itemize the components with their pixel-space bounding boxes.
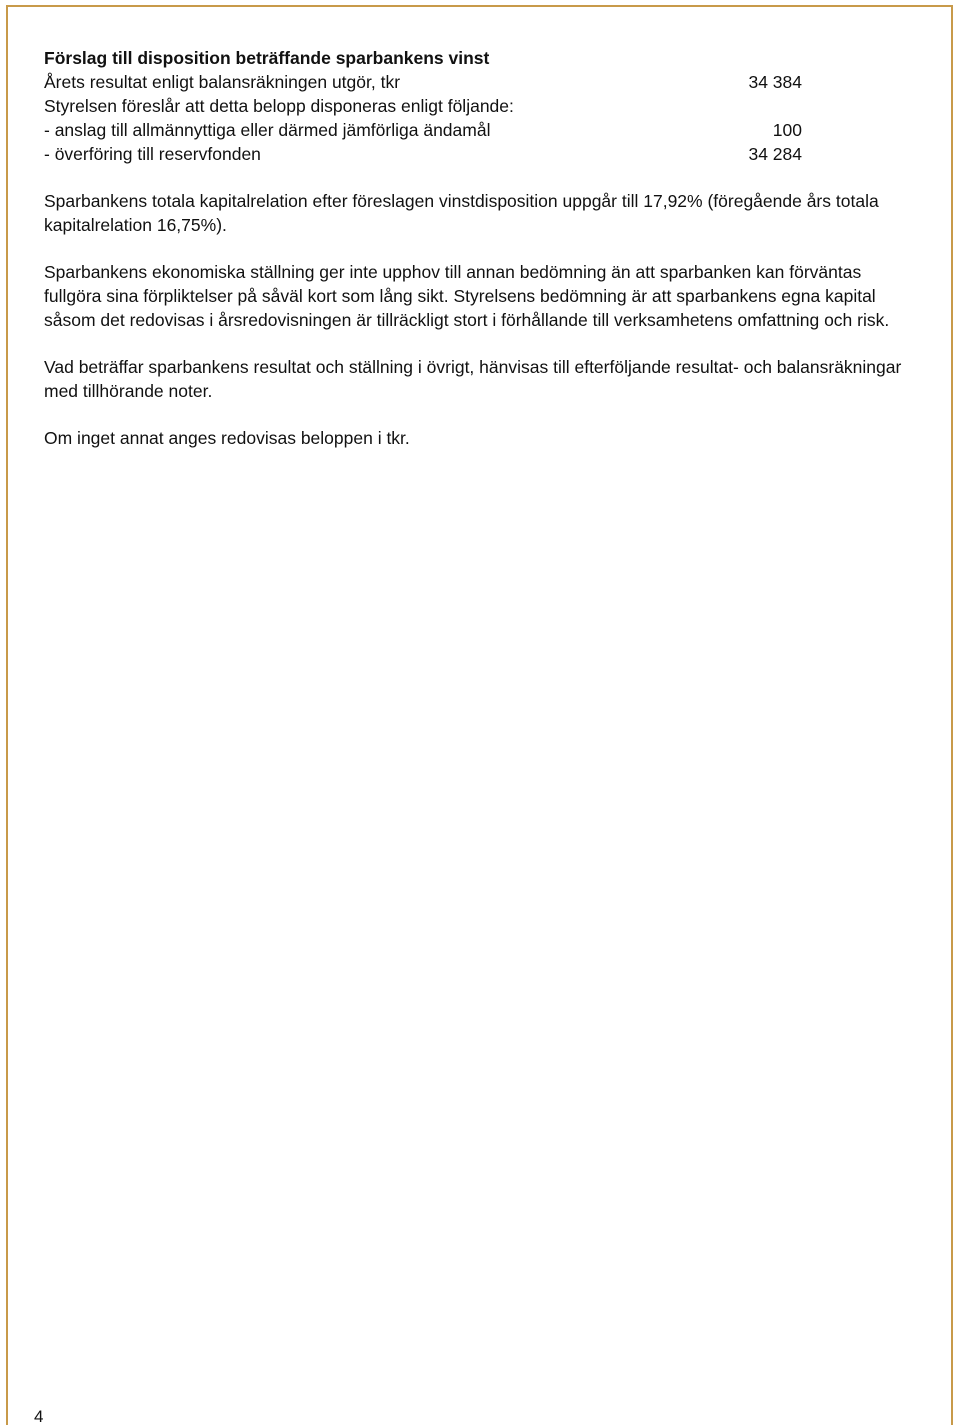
page-number: 4 <box>34 1407 44 1426</box>
disposition-line <box>44 70 802 94</box>
financial-position-paragraph: Sparbankens ekonomiska ställning ger inte upphov till annan bedömning än att sparbanken kan förväntas fullgöra sina förpliktelser på såväl kort som lång sikt. Styrelsens bedömning är att sparbankens egna kapital såsom det redovisas i årsredovisningen är tillräckligt stort i förhållande till verksamhetens omfattning och risk. <box>44 262 890 330</box>
spacer <box>44 403 914 426</box>
spacer <box>44 166 914 189</box>
disposition-label: Årets resultat enligt balansräkningen utgör, tkr <box>44 72 401 92</box>
reference-paragraph: Vad beträffar sparbankens resultat och ställning i övrigt, hänvisas till efterföljande resultat- och balansräkningar med tillhörande noter. <box>44 357 902 401</box>
capital-ratio-paragraph: Sparbankens totala kapitalrelation efter föreslagen vinstdisposition uppgår till 17,92% (föregående års totala kapitalrelation 16,75%). <box>44 191 879 235</box>
disposition-line <box>44 118 802 142</box>
disposition-line <box>44 142 802 166</box>
disposition-amount: 100 <box>772 120 802 140</box>
disposition-amount: 34 284 <box>748 144 802 164</box>
spacer <box>44 237 914 260</box>
disposition-amount: 34 384 <box>748 72 802 92</box>
section-heading: Förslag till disposition beträffande sparbankens vinst <box>44 48 490 68</box>
disposition-label: - överföring till reservfonden <box>44 144 261 164</box>
document-body <box>44 46 914 450</box>
disposition-label: Styrelsen föreslår att detta belopp disponeras enligt följande: <box>44 96 514 116</box>
disposition-line <box>44 94 802 118</box>
units-note: Om inget annat anges redovisas beloppen i tkr. <box>44 428 410 448</box>
spacer <box>44 332 914 355</box>
disposition-label: - anslag till allmännyttiga eller därmed jämförliga ändamål <box>44 120 491 140</box>
